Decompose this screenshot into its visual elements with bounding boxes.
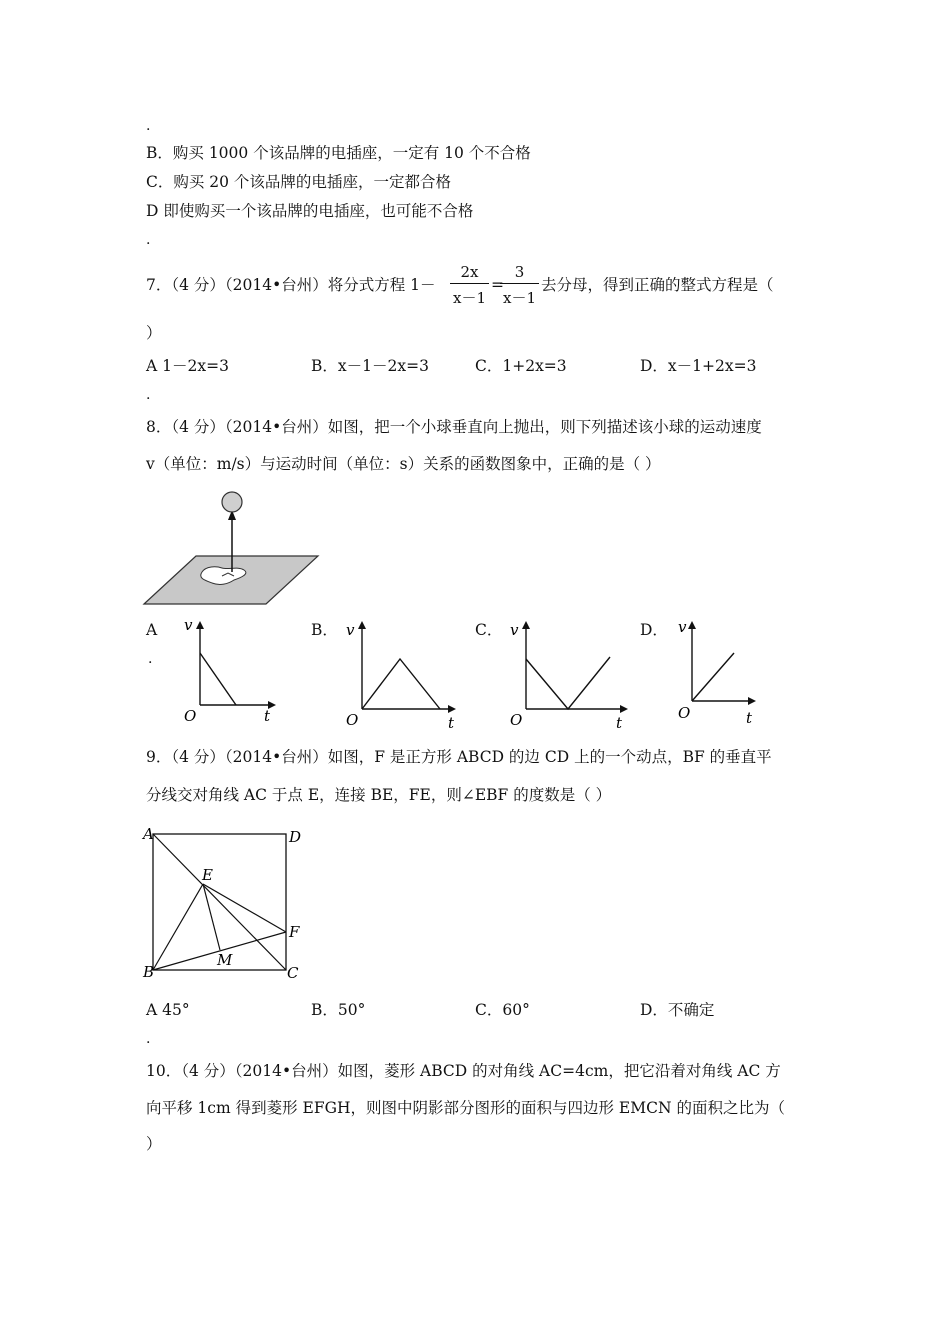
q7-stem-start: 7．（4 分）（2014•台州）将分式方程 1－ <box>146 276 436 294</box>
q7-frac2-denominator: x－1 <box>503 289 537 307</box>
graph-d-line <box>692 653 734 701</box>
q7-frac2-numerator: 3 <box>514 263 525 281</box>
graph-d-t-label: t <box>746 709 753 727</box>
graph-a-t-label: t <box>264 707 271 725</box>
label-b: B <box>143 963 155 981</box>
graph-c-t-label: t <box>616 714 623 732</box>
q7-fraction-right <box>500 263 539 308</box>
label-c: C <box>287 964 299 982</box>
q9-option-c: C．60° <box>475 1001 530 1019</box>
q6-option-d: D 即使购买一个该品牌的电插座，也可能不合格 <box>146 202 474 220</box>
graph-c-v-label: v <box>510 621 519 639</box>
q8-graph-a <box>172 617 282 729</box>
q7-option-a: A 1－2x=3 <box>146 357 229 375</box>
q8-dot: . <box>148 651 153 667</box>
q9-option-d: D．不确定 <box>640 1001 715 1019</box>
q6-option-b: B．购买 1000 个该品牌的电插座，一定有 10 个不合格 <box>146 144 531 162</box>
q8-option-a-label: A <box>146 621 158 639</box>
q9-option-b: B．50° <box>311 1001 366 1019</box>
graph-b-origin: O <box>346 711 359 729</box>
graph-a-origin: O <box>184 707 197 725</box>
q10-stem-line2: 向平移 1cm 得到菱形 EFGH，则图中阴影部分图形的面积与四边形 EMCN 的面积之比为（ <box>146 1099 785 1117</box>
graph-b-t-label: t <box>448 714 455 732</box>
q8-graph-b <box>334 617 464 732</box>
ball-icon <box>222 492 242 512</box>
q8-option-c-label: C． <box>475 621 503 639</box>
graph-a-line <box>200 653 236 705</box>
q9-stem-line1: 9．（4 分）（2014•台州）如图，F 是正方形 ABCD 的边 CD 上的一个动点，BF 的垂直平 <box>146 748 772 766</box>
graph-c-line <box>526 657 610 709</box>
q7-paren-close: ） <box>146 324 162 342</box>
q7-equals: = <box>491 276 504 294</box>
q7-fraction-left <box>450 263 489 308</box>
q9-stem-line2: 分线交对角线 AC 于点 E，连接 BE，FE，则∠EBF 的度数是（ ） <box>146 786 612 804</box>
q9-square-figure <box>140 822 310 982</box>
q7-dot: . <box>146 387 151 403</box>
graph-d-v-label: v <box>678 618 687 636</box>
q7-option-d: D．x－1+2x=3 <box>640 357 757 375</box>
q6-dot-top: . <box>146 118 151 134</box>
q6-dot-bottom: . <box>146 232 151 248</box>
label-a: A <box>143 825 154 843</box>
q8-graph-d <box>666 617 766 729</box>
graph-b-line <box>362 659 440 709</box>
label-d: D <box>289 828 302 846</box>
q6-option-c: C．购买 20 个该品牌的电插座，一定都合格 <box>146 173 451 191</box>
q7-stem-end: 去分母，得到正确的整式方程是（ <box>541 276 774 294</box>
label-f: F <box>289 923 300 941</box>
q8-ball-throw-figure <box>142 490 322 608</box>
q8-option-b-label: B． <box>311 621 338 639</box>
q8-stem-line2: v（单位：m/s）与运动时间（单位：s）关系的函数图象中，正确的是（ ） <box>146 455 661 473</box>
q10-stem-line1: 10．（4 分）（2014•台州）如图，菱形 ABCD 的对角线 AC=4cm，把它沿着对角线 AC 方 <box>146 1062 781 1080</box>
q10-stem-line3: ） <box>146 1135 162 1153</box>
q8-graph-c <box>496 617 636 732</box>
graph-b-v-label: v <box>346 621 355 639</box>
label-m: M <box>217 951 233 969</box>
q7-frac1-numerator: 2x <box>460 263 479 281</box>
q8-option-d-label: D． <box>640 621 668 639</box>
q8-stem-line1: 8．（4 分）（2014•台州）如图，把一个小球垂直向上抛出，则下列描述该小球的运动速度 <box>146 418 762 436</box>
segment-fe <box>203 884 286 932</box>
q7-option-b: B．x－1－2x=3 <box>311 357 429 375</box>
graph-c-origin: O <box>510 711 523 729</box>
q7-frac1-denominator: x－1 <box>453 289 487 307</box>
graph-a-v-label: v <box>184 616 193 634</box>
graph-d-origin: O <box>678 704 691 722</box>
q7-option-c: C．1+2x=3 <box>475 357 567 375</box>
q9-option-a: A 45° <box>146 1001 190 1019</box>
segment-be <box>153 884 203 970</box>
q9-dot: . <box>146 1031 151 1047</box>
label-e: E <box>202 866 213 884</box>
